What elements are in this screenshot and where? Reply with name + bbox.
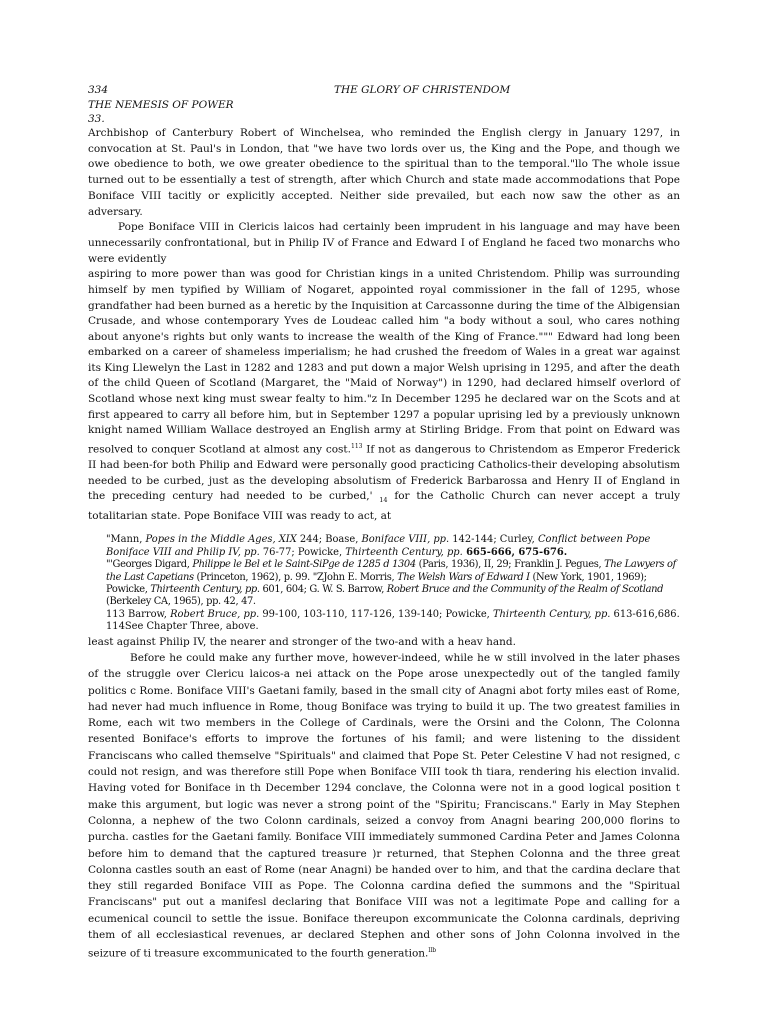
footnote: "Mann, Popes in the Middle Ages, XIX 244; Boase, Boniface VIII, pp. 142-144; Curley, Conflict between Pope Boniface VIII and Philip IV, pp. 76-77; Powicke, Thirteenth Century, pp. 665-666, 675-676. bbox=[106, 534, 651, 558]
footnote: 113 Barrow, Robert Bruce, pp. 99-100, 103-110, 117-126, 139-140; Powicke, Thirteenth Century, pp. 613-616,686. bbox=[106, 608, 680, 620]
paragraph-text: Before he could make any further move, however-indeed, while he w still involved in the later phases of the struggle over Clericu laicos-a nei attack on the Pope arose unexpectedly out of the tangled family politics c Rome. Boniface VIII's Gaetani family, based in the small city of Anagni abot forty miles east of Rome, had never had much influence in Rome, thoug Boniface was trying to build it up. The two greatest families in Rome, each wit two members in the College of Cardinals, were the Orsini and the Colonn, The Colonna resented Boniface's efforts to improve the fortunes of his famil; and were listening to the dissident Franciscans who called themselve "Spirituals" and claimed that Pope St. Peter Celestine V had not resigned, c could not resign, and was therefore still Pope when Boniface VIII took th tiara, rendering his election invalid. Having voted for Boniface in th December 1294 conclave, the Colonna were not in a good logical position t make this argument, but logic was never a strong point of the "Spiritu; Franciscans." Early in May Stephen Colonna, a nephew of the two Colonn cardinals, seized a convoy from Anagni bearing 200,000 florins to purcha. castles for the Gaetani family. Boniface VIII immediately summoned Cardina Peter and James Colonna before him to demand that the captured treasure )r returned, that Stephen Colonna and the three great Colonna castles south an east of Rome (near Anagni) be handed over to him, and that the cardina declare that they still regarded Boniface VIII as Pope. The Colonna cardina defied the summons and the "Spiritual Franciscans" put out a manifesl declaring that Boniface VIII was not a legitimate Pope and calling for a ecumenical council to settle the issue. Boniface thereupon excommunicate the Colonna cardinals, depriving them of all ecclesiastical revenues, ar declared Stephen and other sons of John Colonna involved in the seizure of ti treasure excommunicated to the fourth generation. bbox=[88, 651, 680, 960]
paragraph-text: aspiring to more power than was good for Christian kings in a united Christendom. Philip was surrounding himself by men typified by William of Nogaret, appointed royal commissioner in the fall of 1295, whose grandfather had been burned as a heretic by the Inquisition at Carcassonne during the time of the Albigensian Crusade, and whose contemporary Yves de Loudeac called him "a body without a soul, who cares nothing about anyone's rights but only wants to increase the wealth of the King of France.""" Edward had long been embarked on a career of shameless imperialism; he had crushed the freedom of Wales in a great war against its King Llewelyn the Last in 1282 and 1283 and put down a major Welsh uprising in 1295, and after the death of the child Queen of Scotland (Margaret, the "Maid of Norway") in 1290, had declared himself overlord of Scotland whose next king must swear fealty to him."z In December 1295 he declared war on the Scots and at first appeared to carry all before him, but in September 1297 a popular uprising led by a previously unknown knight named William Wallace destroyed an English army at Stirling Bridge. From that point on Edward was resolved to conquer Scotland at almost any cost. bbox=[88, 268, 680, 456]
paragraph bbox=[88, 267, 680, 524]
footnote-ref: 14 bbox=[379, 496, 388, 505]
paragraph: Pope Boniface VIII in Clericis laicos had certainly been imprudent in his language and may have been unnecessarily confrontational, but in Philip IV of France and Edward I of England he faced two monarchs who were evidently bbox=[88, 221, 680, 265]
paragraph bbox=[88, 650, 680, 962]
footnote-ref: 113 bbox=[351, 442, 363, 450]
paragraph: Archbishop of Canterbury Robert of Winchelsea, who reminded the English clergy in January 1297, in convocation at St. Paul's in London, that "we have two lords over us, the King and the Pope, and though we owe obedience to both, we owe greater obedience to the spiritual than to the temporal."llo The whole issue turned out to be essentially a test of strength, after which Church and state made accommodations that Pope Boniface VIII tacitly or explicitly accepted. Neither side prevailed, but each now saw the other as an adversary. bbox=[88, 127, 680, 218]
footnote: "'Georges Digard, Philippe le Bel et le Saint-SiPge de 1285 d 1304 (Paris, 1936), II, 29; Franklin J. Pegues, The Lawyers of the Last Capetians (Princeton, 1962), p. 99. "ZJohn E. Morris, The Welsh Wars of Edward I (New York, 1901, 1969); Powicke, Thirteenth Century, pp. 601, 604; G. W. S. Barrow, Robert Bruce and the Community of the Realm of Scotland (Berkeley CA, 1965), pp. 42, 47. bbox=[106, 559, 676, 608]
footnote-ref: llb bbox=[428, 947, 437, 955]
paragraph-text: for the Catholic Church can never accept a truly totalitarian state. Pope Boniface VIII was ready to act, at bbox=[88, 490, 680, 522]
paragraph: least against Philip IV, the nearer and stronger of the two-and with a heav hand. bbox=[88, 635, 516, 648]
page-number: 334 bbox=[88, 84, 109, 96]
section-title: THE NEMESIS OF POWER bbox=[88, 99, 234, 111]
footnotes bbox=[88, 534, 680, 633]
running-header bbox=[88, 84, 680, 99]
section-number: 33. bbox=[88, 112, 105, 125]
footnote: 114See Chapter Three, above. bbox=[106, 621, 259, 633]
running-title: THE GLORY OF CHRISTENDOM bbox=[334, 84, 511, 96]
paragraph-text: If not as dangerous to Christendom as Emperor Frederick II had been-for both Philip and Edward were personally good practicing Catholics-their developing absolutism needed to be curbed, just as the developing absolutism of Frederick Barbarossa and Henry II of England in the preceding century had needed to be curbed,' bbox=[88, 443, 680, 503]
document-page bbox=[88, 84, 680, 962]
